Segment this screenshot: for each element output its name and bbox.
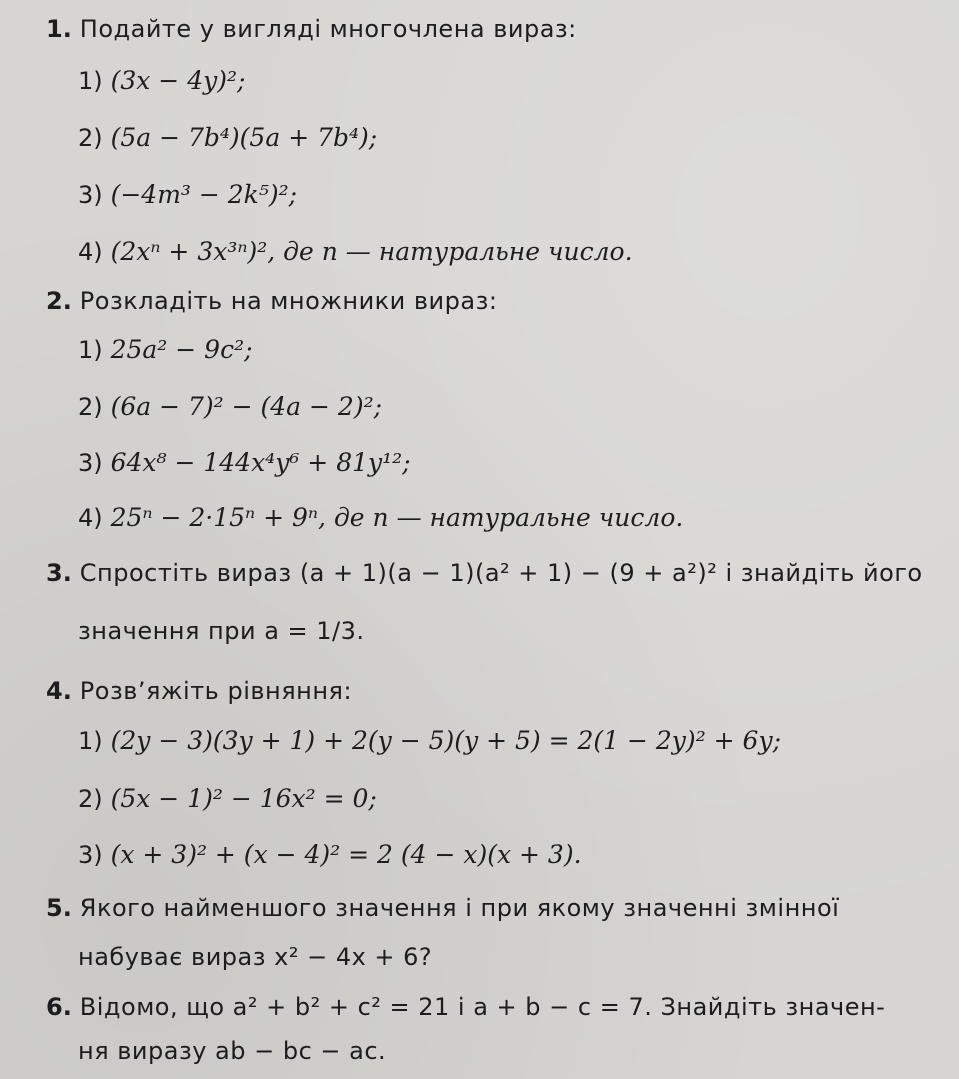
item-expression: (−4m³ − 2k⁵)²; <box>110 180 298 209</box>
item-expression: (6a − 7)² − (4a − 2)²; <box>110 392 383 421</box>
item-number: 4) <box>78 504 103 532</box>
task-4-item-3 <box>78 840 582 870</box>
task-prompt: Подайте у вигляді многочлена вираз: <box>79 15 577 43</box>
task-1-item-1 <box>78 66 245 96</box>
task-2-item-1 <box>78 335 253 365</box>
item-expression: 25ⁿ − 2·15ⁿ + 9ⁿ, де n — натуральне число. <box>110 503 684 532</box>
task-1-item-3 <box>78 180 297 210</box>
task-4-item-2 <box>78 784 377 814</box>
task-1-heading <box>46 14 577 44</box>
task-1-item-4 <box>78 237 633 267</box>
task-6-line-1 <box>46 992 885 1022</box>
item-expression: 64x⁸ − 144x⁴y⁶ + 81y¹²; <box>110 448 411 477</box>
task-number: 3. <box>46 559 72 587</box>
item-expression: (2xⁿ + 3x³ⁿ)², де n — натуральне число. <box>110 237 633 266</box>
task-prompt: Якого найменшого значення і при якому значенні змінної <box>79 894 840 922</box>
item-expression: (5a − 7b⁴)(5a + 7b⁴); <box>110 123 378 152</box>
item-number: 2) <box>78 124 103 152</box>
task-5-line-2 <box>78 942 432 972</box>
item-expression: (5x − 1)² − 16x² = 0; <box>110 784 377 813</box>
task-number: 5. <box>46 894 72 922</box>
task-2-item-2 <box>78 392 382 422</box>
task-4-heading <box>46 676 352 706</box>
task-5-line-1 <box>46 893 839 923</box>
task-prompt: Розкладіть на множники вираз: <box>79 287 498 315</box>
item-expression: (2y − 3)(3y + 1) + 2(y − 5)(y + 5) = 2(1 − 2y)² + 6y; <box>110 726 782 755</box>
task-4-item-1 <box>78 726 781 756</box>
task-number: 6. <box>46 993 72 1021</box>
task-prompt: Відомо, що a² + b² + c² = 21 і a + b − c = 7. Знайдіть значен- <box>79 993 886 1021</box>
task-6-line-2 <box>78 1036 386 1066</box>
item-number: 3) <box>78 841 103 869</box>
task-prompt-continued: значення при a = 1/3. <box>78 617 365 645</box>
task-3-line-2 <box>78 616 365 646</box>
task-prompt-continued: набуває вираз x² − 4x + 6? <box>78 943 433 971</box>
task-number: 4. <box>46 677 72 705</box>
task-1-item-2 <box>78 123 377 153</box>
item-number: 1) <box>78 727 103 755</box>
item-number: 1) <box>78 336 103 364</box>
item-number: 4) <box>78 238 103 266</box>
item-expression: (x + 3)² + (x − 4)² = 2 (4 − x)(x + 3). <box>110 840 582 869</box>
task-2-heading <box>46 286 497 316</box>
task-2-item-4 <box>78 503 683 533</box>
item-number: 3) <box>78 181 103 209</box>
task-prompt-continued: ня виразу ab − bc − ac. <box>78 1037 387 1065</box>
item-expression: 25a² − 9c²; <box>110 335 253 364</box>
item-number: 2) <box>78 785 103 813</box>
item-number: 1) <box>78 67 103 95</box>
task-3-line-1 <box>46 558 923 588</box>
task-prompt: Спростіть вираз (a + 1)(a − 1)(a² + 1) − (9 + a²)² і знайдіть його <box>79 559 923 587</box>
item-expression: (3x − 4y)²; <box>110 66 246 95</box>
task-number: 1. <box>46 15 72 43</box>
task-prompt: Розв’яжіть рівняння: <box>79 677 353 705</box>
task-2-item-3 <box>78 448 411 478</box>
item-number: 3) <box>78 449 103 477</box>
task-number: 2. <box>46 287 72 315</box>
item-number: 2) <box>78 393 103 421</box>
